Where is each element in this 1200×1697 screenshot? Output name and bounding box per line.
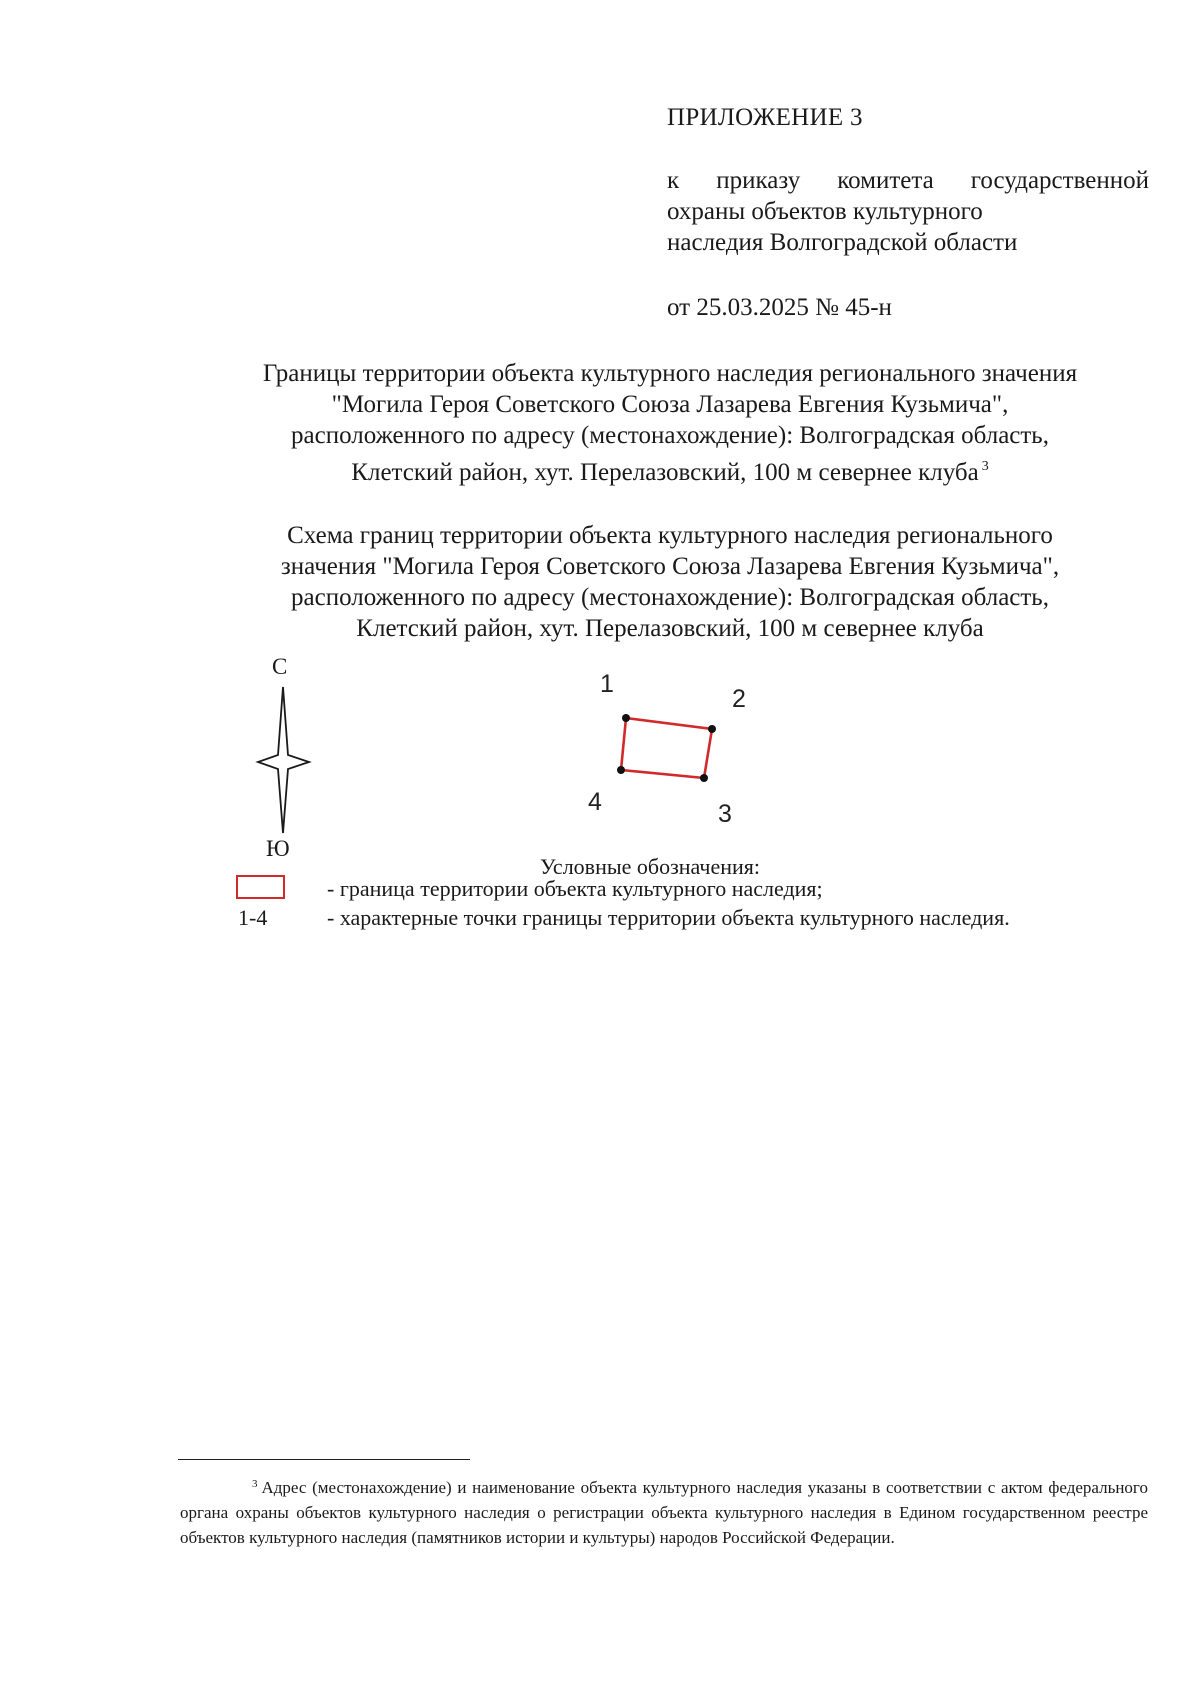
point-label-3: 3 <box>718 800 732 828</box>
legend-item-points: - характерные точки границы территории объекта культурного наследия. <box>327 905 1010 930</box>
scheme-title-line: значения "Могила Героя Советского Союза Лазарева Евгения Кузьмича", <box>280 553 1060 580</box>
boundary-scheme <box>600 700 740 810</box>
title-line: расположенного по адресу (местонахождение): Волгоградская область, <box>291 422 1049 449</box>
title-line: "Могила Героя Советского Союза Лазарева Евгения Кузьмича", <box>331 391 1009 418</box>
footnote-number: 3 <box>252 1478 258 1490</box>
compass-south-label: Ю <box>266 836 290 861</box>
title-line-text: Клетский район, хут. Перелазовский, 100 м севернее клуба <box>351 459 979 486</box>
legend-item-boundary: - граница территории объекта культурного наследия; <box>327 876 823 901</box>
order-date: от 25.03.2025 № 45-н <box>667 294 892 321</box>
document-title <box>120 358 1200 488</box>
order-reference-word: комитета <box>837 167 934 194</box>
legend-title: Условные обозначения: <box>540 854 761 879</box>
boundary-point <box>617 766 625 774</box>
order-reference-line-3: наследия Волгоградской области <box>667 229 1018 256</box>
point-label-4: 4 <box>588 788 602 816</box>
footnote-text: Адрес (местонахождение) и наименование объекта культурного наследия указаны в соответствии с актом федерального органа охраны объектов культурного наследия о регистрации объекта культурного наследия в Едином государственном реестре объектов культурного наследия (памятников истории и культуры) народов Российской Федерации. <box>180 1478 1148 1547</box>
order-reference-word: к <box>667 167 680 194</box>
order-reference-word: государственной <box>970 167 1149 194</box>
legend-boundary-swatch <box>236 875 285 899</box>
order-reference-line-2: охраны объектов культурного <box>667 198 983 225</box>
boundary-point <box>622 714 630 722</box>
scheme-title-line: Схема границ территории объекта культурного наследия регионального <box>287 522 1053 549</box>
title-line: Границы территории объекта культурного наследия регионального значения <box>262 360 1078 387</box>
order-reference-line-1 <box>667 165 1149 196</box>
scheme-title-line: расположенного по адресу (местонахождение): Волгоградская область, <box>291 584 1049 611</box>
footnote-divider <box>178 1459 470 1460</box>
boundary-polygon <box>621 718 712 778</box>
order-reference <box>667 165 1149 258</box>
order-reference-word: приказу <box>716 167 801 194</box>
point-label-1: 1 <box>600 670 614 698</box>
legend-points-symbol: 1-4 <box>238 905 268 930</box>
title-line <box>120 451 1200 488</box>
footnote <box>180 1472 1148 1550</box>
compass-north-label: С <box>272 654 288 679</box>
boundary-point <box>708 725 716 733</box>
scheme-title <box>120 520 1200 644</box>
compass-rose-icon <box>250 685 316 835</box>
boundary-point <box>700 774 708 782</box>
scheme-title-line: Клетский район, хут. Перелазовский, 100 м севернее клуба <box>356 615 984 642</box>
point-label-2: 2 <box>732 685 746 713</box>
appendix-title: ПРИЛОЖЕНИЕ 3 <box>667 104 863 131</box>
footnote-reference[interactable]: 3 <box>981 459 989 474</box>
